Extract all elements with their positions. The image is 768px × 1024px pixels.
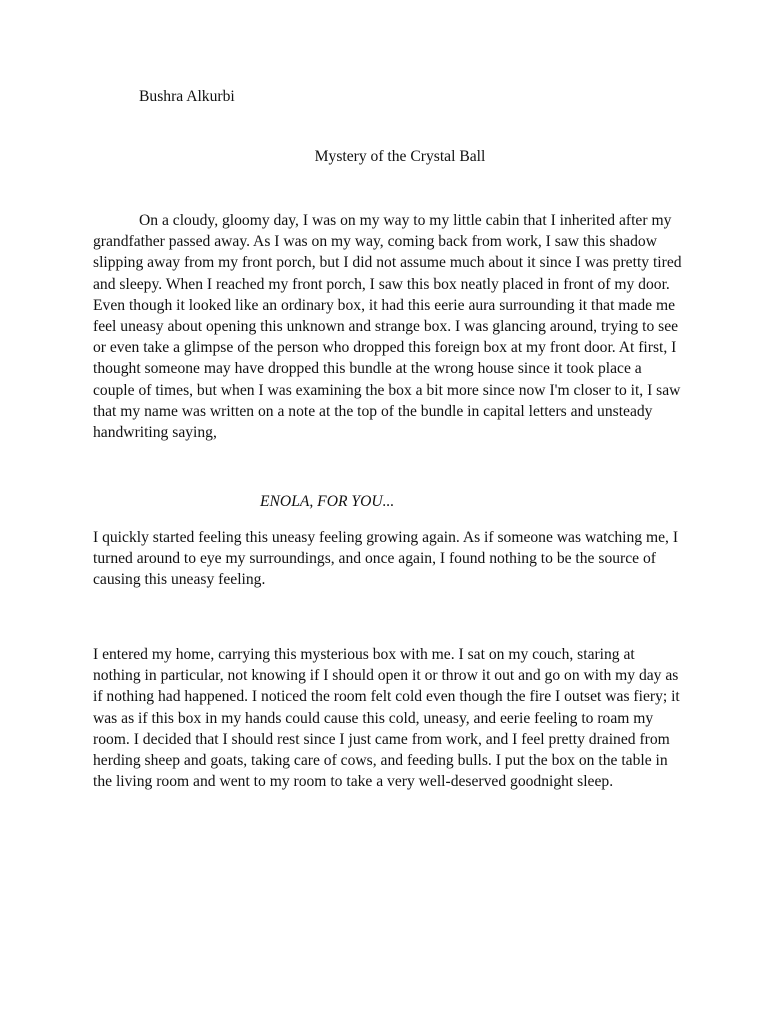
story-title: Mystery of the Crystal Ball: [314, 148, 486, 165]
paragraph-2: I quickly started feeling this uneasy feeling growing again. As if someone was watching me, I turned around to eye my surroundings, and once again, I found nothing to be the source of causing this uneasy feeling.: [93, 529, 679, 589]
note-text: ENOLA, FOR YOU...: [260, 493, 395, 510]
paragraph-1: On a cloudy, gloomy day, I was on my way to my little cabin that I inherited after my grandfather passed away. As I was on my way, coming back from work, I saw this shadow slipping away from my front porch, but I did not assume much about it since I was pretty tired and sleepy. When I reached my front porch, I saw this box neatly placed in front of my door. Even though it looked like an ordinary box, it had this eerie aura surrounding it that made me feel uneasy about opening this unknown and strange box. I was glancing around, trying to see or even take a glimpse of the person who dropped this foreign box at my front door. At first, I thought someone may have dropped this bundle at the wrong house since it took place a couple of times, but when I was examining the box a bit more since now I'm closer to it, I saw that my name was written on a note at the top of the bundle in capital letters and unsteady handwriting saying,: [93, 212, 682, 442]
paragraph-3: I entered my home, carrying this mysterious box with me. I sat on my couch, staring at nothing in particular, not knowing if I should open it or throw it out and go on with my day as if nothing had happened. I noticed the room felt cold even though the fire I outset was fiery; it was as if this box in my hands could cause this cold, uneasy, and eerie feeling to roam my room. I decided that I should rest since I just came from work, and I feel pretty drained from herding sheep and goats, taking care of cows, and feeding bulls. I put the box on the table in the living room and went to my room to take a very well-deserved goodnight sleep.: [93, 646, 680, 791]
author-name: Bushra Alkurbi: [139, 88, 235, 105]
